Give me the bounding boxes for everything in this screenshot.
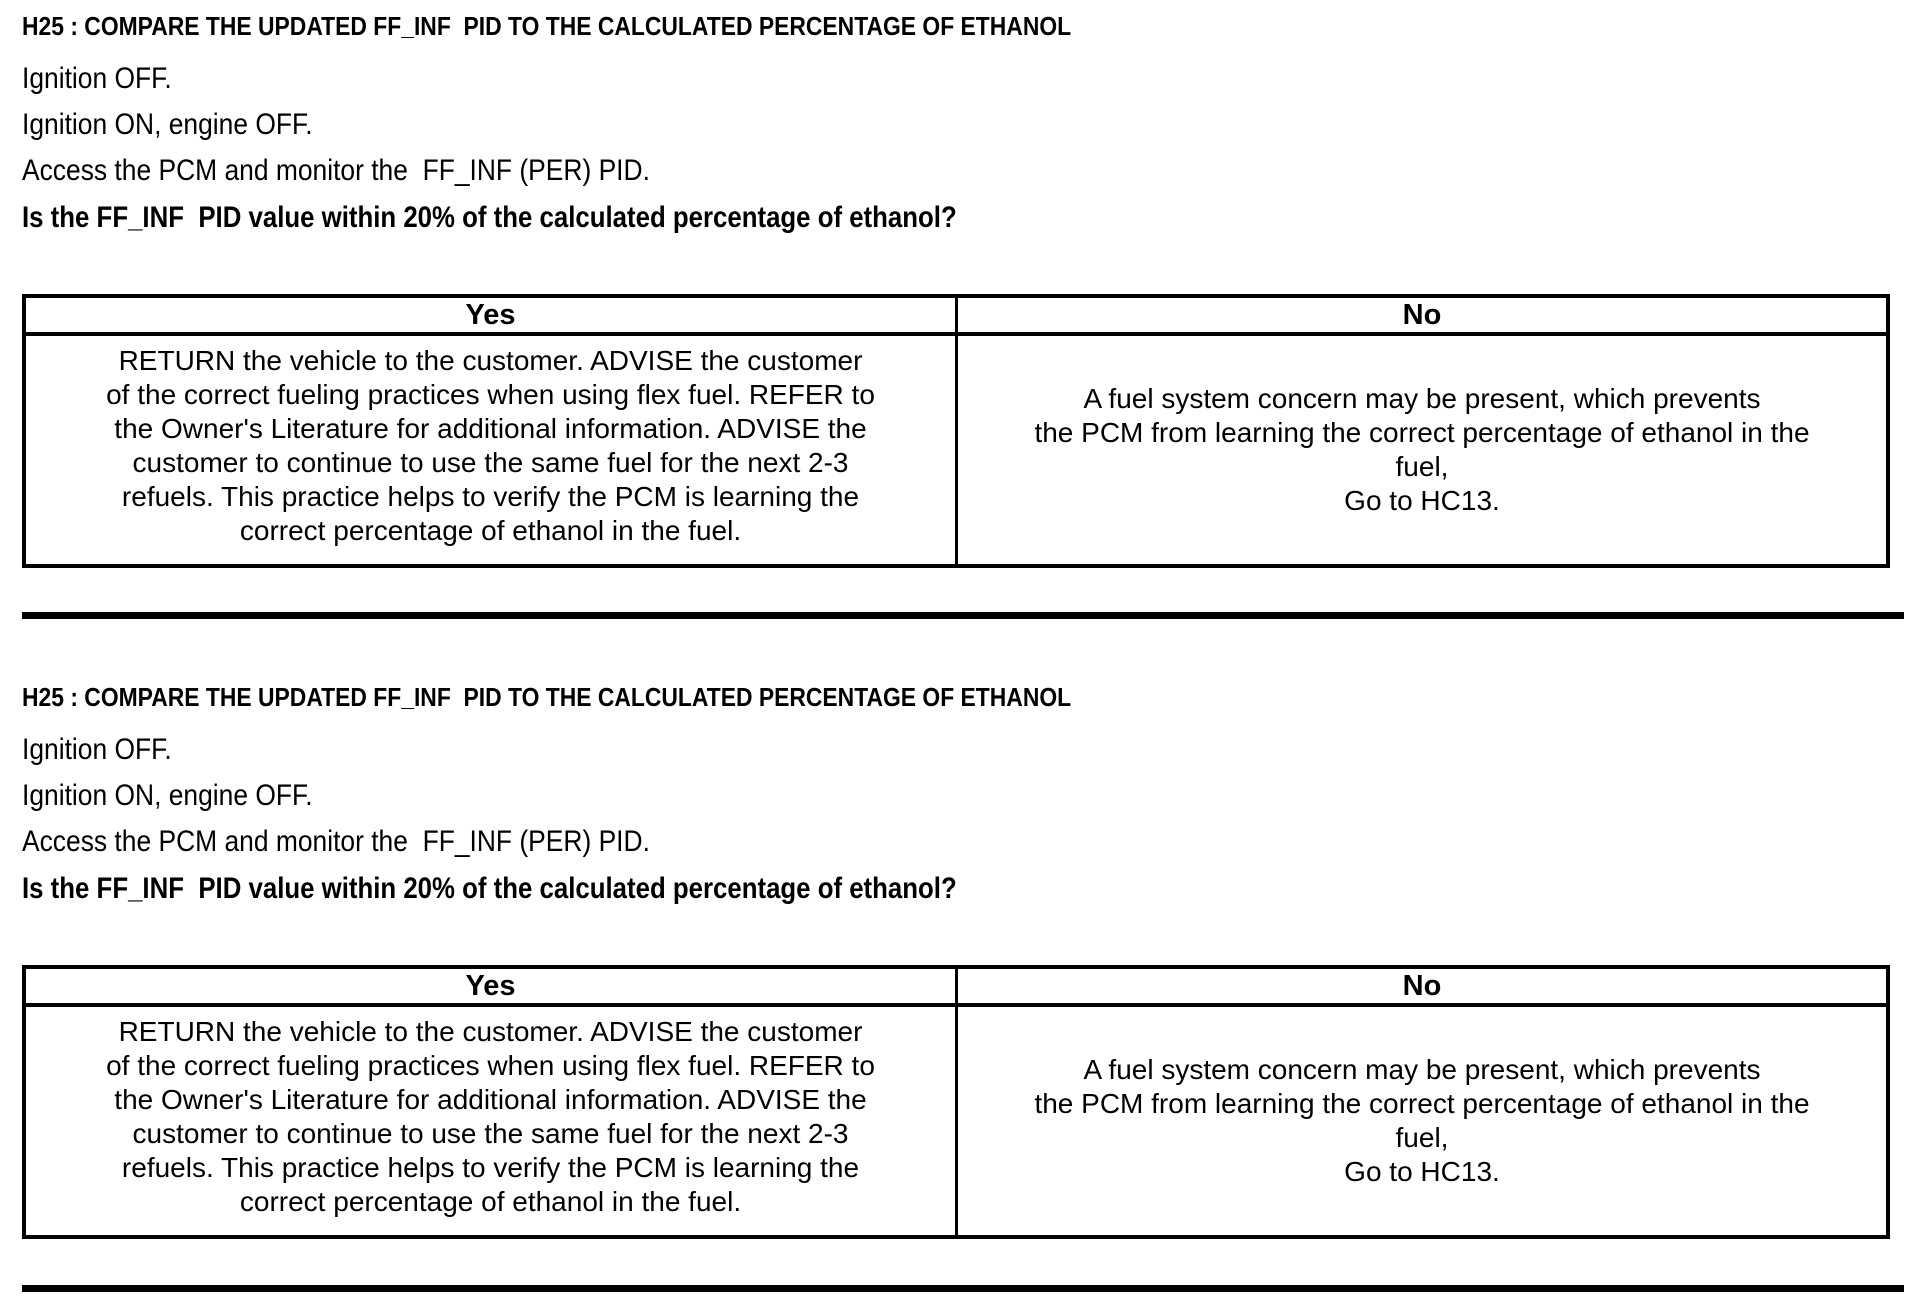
test-question: Is the FF_INF PID value within 20% of the calculated percentage of ethanol? [22, 201, 957, 234]
yes-action-cell [26, 1007, 958, 1235]
yes-action-line: the Owner's Literature for additional information. ADVISE the [114, 413, 867, 444]
yes-action-line: correct percentage of ethanol in the fuel. [239, 1186, 742, 1217]
page-bottom-rule [22, 1285, 1904, 1292]
no-action-line: fuel, [1395, 1122, 1449, 1153]
pinpoint-test-heading: H25 : COMPARE THE UPDATED FF_INF PID TO THE CALCULATED PERCENTAGE OF ETHANOL [22, 11, 1072, 41]
yes-header-cell: Yes [26, 298, 958, 332]
pinpoint-test-section-1 [22, 12, 1932, 568]
results-table [22, 965, 1890, 1239]
yes-header-cell: Yes [26, 969, 958, 1003]
no-action-cell [958, 336, 1886, 564]
results-table [22, 294, 1890, 568]
results-table-header-row [26, 969, 1886, 1007]
yes-action-line: RETURN the vehicle to the customer. ADVISE the customer [118, 345, 863, 376]
yes-action-line: customer to continue to use the same fuel for the next 2-3 [132, 1118, 849, 1149]
no-header-cell: No [1402, 970, 1442, 1002]
step-line-ignition-off: Ignition OFF. [22, 733, 172, 766]
no-action-line: Go to HC13. [1344, 485, 1500, 516]
yes-action-line: refuels. This practice helps to verify the PCM is learning the [121, 1152, 860, 1183]
no-action-line: the PCM from learning the correct percentage of ethanol in the [1034, 1088, 1810, 1119]
no-header-cell: No [1402, 299, 1442, 331]
step-line-ignition-on: Ignition ON, engine OFF. [22, 779, 313, 812]
yes-action-line: RETURN the vehicle to the customer. ADVISE the customer [118, 1016, 863, 1047]
no-action-cell [958, 1007, 1886, 1235]
results-table-body-row [26, 336, 1886, 564]
yes-action-line: of the correct fueling practices when using flex fuel. REFER to [106, 1050, 875, 1081]
step-line-access-pcm: Access the PCM and monitor the FF_INF (PER) PID. [22, 825, 650, 858]
no-action-line: A fuel system concern may be present, which prevents [1083, 1054, 1761, 1085]
no-action-line: fuel, [1395, 451, 1449, 482]
pinpoint-test-section-2 [22, 683, 1932, 1239]
step-line-ignition-on: Ignition ON, engine OFF. [22, 108, 313, 141]
results-table-body-row [26, 1007, 1886, 1235]
yes-action-line: correct percentage of ethanol in the fuel. [239, 515, 742, 546]
step-line-ignition-off: Ignition OFF. [22, 62, 172, 95]
no-action-line: A fuel system concern may be present, which prevents [1083, 383, 1761, 414]
yes-action-cell [26, 336, 958, 564]
yes-action-line: the Owner's Literature for additional information. ADVISE the [114, 1084, 867, 1115]
yes-action-line: refuels. This practice helps to verify the PCM is learning the [121, 481, 860, 512]
yes-action-line: of the correct fueling practices when using flex fuel. REFER to [106, 379, 875, 410]
test-question: Is the FF_INF PID value within 20% of the calculated percentage of ethanol? [22, 872, 957, 905]
step-line-access-pcm: Access the PCM and monitor the FF_INF (PER) PID. [22, 154, 650, 187]
no-action-line: Go to HC13. [1344, 1156, 1500, 1187]
yes-action-line: customer to continue to use the same fuel for the next 2-3 [132, 447, 849, 478]
no-action-line: the PCM from learning the correct percentage of ethanol in the [1034, 417, 1810, 448]
results-table-header-row [26, 298, 1886, 336]
section-divider-rule [22, 612, 1904, 619]
pinpoint-test-heading: H25 : COMPARE THE UPDATED FF_INF PID TO THE CALCULATED PERCENTAGE OF ETHANOL [22, 682, 1072, 712]
